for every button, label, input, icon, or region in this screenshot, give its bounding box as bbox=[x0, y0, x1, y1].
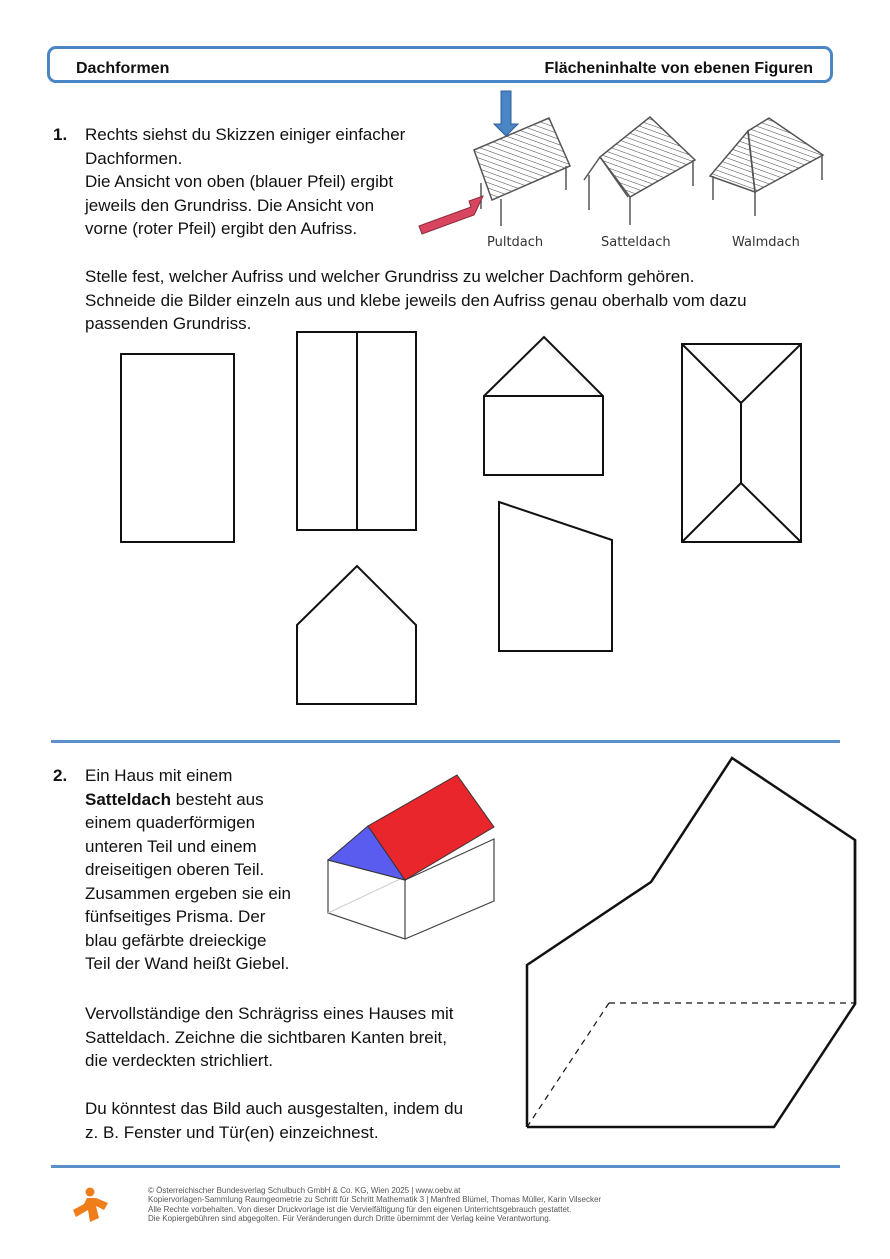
task2-extra bbox=[85, 1097, 463, 1144]
publisher-logo bbox=[73, 1188, 108, 1223]
footer-line: Die Kopiergebühren sind abgegolten. Für Veränderungen durch Dritte übernimmt der Verlag keine Verantwortung. bbox=[148, 1214, 551, 1224]
footer-divider bbox=[51, 1165, 840, 1168]
task1-intro-line: jeweils den Grundriss. Die Ansicht von bbox=[85, 195, 375, 215]
label-walmdach: Walmdach bbox=[732, 235, 800, 250]
cutout-triangle-gable bbox=[484, 337, 603, 475]
house-illustration bbox=[328, 775, 494, 939]
task2-instruction bbox=[85, 1002, 454, 1073]
sketch-walmdach bbox=[710, 118, 823, 216]
cutout-hip-roof-plan bbox=[682, 344, 801, 542]
cutout-trapezoid bbox=[499, 502, 612, 651]
footer-line: Kopiervorlagen-Sammlung Raumgeometrie zu Schritt für Schritt Mathematik 3 | Manfred Blümel, Thomas Müller, Karin Vilsecker bbox=[148, 1195, 602, 1205]
footer-line: © Österreichischer Bundesverlag Schulbuch GmbH & Co. KG, Wien 2025 | www.oebv.at bbox=[148, 1186, 461, 1195]
oblique-house-drawing bbox=[527, 758, 855, 1127]
task1-intro-line: Die Ansicht von oben (blauer Pfeil) ergibt bbox=[85, 172, 394, 191]
header-chapter: Flächeninhalte von ebenen Figuren bbox=[544, 60, 813, 77]
cutout-rectangle bbox=[121, 354, 234, 542]
sketch-satteldach bbox=[584, 117, 695, 225]
task2-line: Ein Haus mit einem bbox=[85, 766, 233, 785]
task1-intro-line: Dachformen. bbox=[85, 148, 183, 168]
section-divider bbox=[51, 740, 840, 743]
task2-extra-line: z. B. Fenster und Tür(en) einzeichnest. bbox=[85, 1122, 379, 1142]
task2-line-bold bbox=[85, 788, 291, 812]
footer-copyright bbox=[148, 1186, 601, 1224]
task1-number: 1. bbox=[53, 125, 68, 144]
task2-instruction-line: Satteldach. Zeichne die sichtbaren Kanten breit, bbox=[85, 1027, 447, 1047]
task2-line: einem quaderförmigen bbox=[85, 813, 256, 832]
task2-line: unteren Teil und einem bbox=[85, 836, 257, 856]
label-satteldach: Satteldach bbox=[601, 235, 671, 250]
task1-intro-line: vorne (roter Pfeil) ergibt den Aufriss. bbox=[85, 219, 358, 238]
task2-line-rest: besteht aus bbox=[170, 789, 264, 809]
cutout-split-rectangle bbox=[297, 332, 416, 530]
task1-instruction-line: Schneide die Bilder einzeln aus und klebe jeweils den Aufriss genau oberhalb vom dazu bbox=[85, 290, 747, 310]
task2-description bbox=[85, 764, 291, 976]
cutout-house-pentagon bbox=[297, 566, 416, 704]
bold-term: Satteldach bbox=[85, 789, 171, 809]
task2-line: Teil der Wand heißt Giebel. bbox=[85, 954, 290, 973]
sketch-pultdach bbox=[474, 118, 570, 226]
task2-line: fünfseitiges Prisma. Der bbox=[85, 907, 266, 926]
arrow-front-view bbox=[419, 196, 483, 234]
task2-instruction-line: die verdeckten strichliert. bbox=[85, 1051, 274, 1070]
task2-extra-line: Du könntest das Bild auch ausgestalten, indem du bbox=[85, 1099, 464, 1118]
task2-number: 2. bbox=[53, 766, 68, 785]
task2-instruction-line: Vervollständige den Schrägriss eines Hauses mit bbox=[85, 1004, 454, 1023]
footer-line: Alle Rechte vorbehalten. Von dieser Druckvorlage ist die Vervielfältigung für den eigenen Unterrichtsgebrauch gestattet. bbox=[148, 1204, 572, 1214]
task1-intro-line: Rechts siehst du Skizzen einiger einfacher bbox=[85, 125, 406, 144]
header-topic: Dachformen bbox=[76, 60, 170, 77]
hidden-edges bbox=[527, 1003, 855, 1127]
task1-instruction-line: passenden Grundriss. bbox=[85, 314, 252, 333]
label-pultdach: Pultdach bbox=[487, 235, 544, 250]
task2-line: blau gefärbte dreieckige bbox=[85, 930, 267, 950]
task2-line: Zusammen ergeben sie ein bbox=[85, 883, 292, 903]
task1-instruction-line: Stelle fest, welcher Aufriss und welcher Grundriss zu welcher Dachform gehören. bbox=[85, 267, 695, 286]
arrow-top-view bbox=[494, 91, 518, 136]
task2-line: dreiseitigen oberen Teil. bbox=[85, 860, 265, 879]
